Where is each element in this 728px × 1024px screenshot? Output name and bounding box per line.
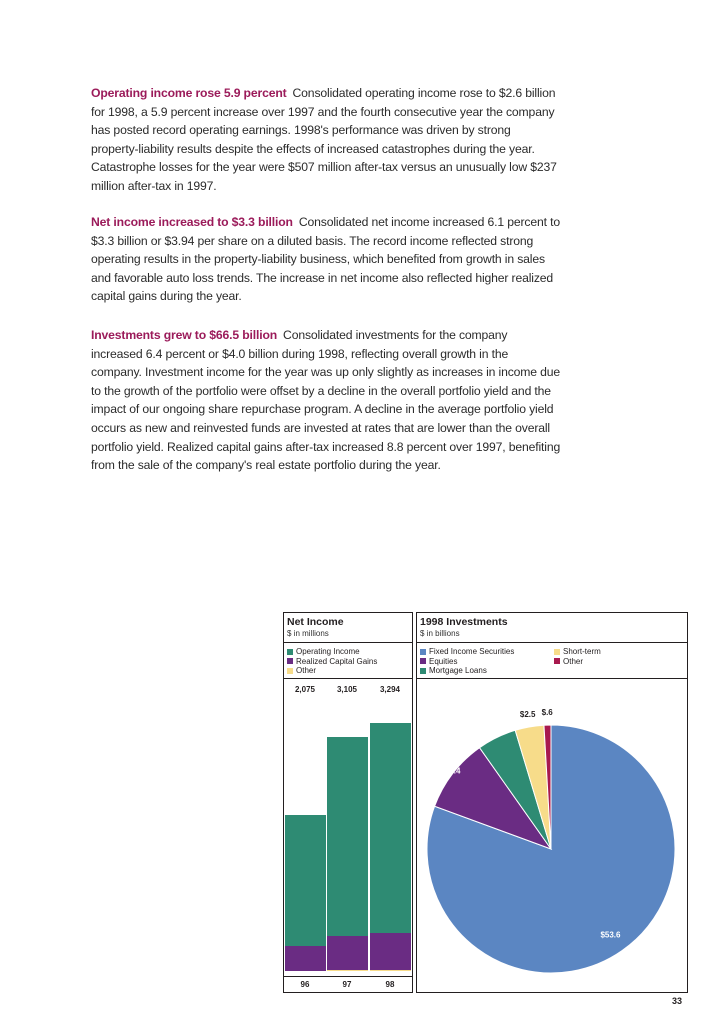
legend-item (287, 657, 409, 667)
paragraph-operating-income (91, 84, 561, 196)
pie-slice-label: $53.6 (600, 930, 621, 940)
bar-total-label: 3,105 (336, 685, 358, 694)
page-number: 33 (671, 996, 682, 1006)
bar-98 (370, 723, 411, 971)
bar-segment (370, 933, 411, 970)
legend-label: Realized Capital Gains (296, 656, 378, 666)
legend-label: Equities (429, 656, 458, 666)
legend-swatch (420, 658, 426, 664)
pie-slice-label: $6.4 (444, 766, 461, 776)
bar-segment (327, 737, 368, 936)
chart-header (284, 613, 412, 643)
paragraph-body: Consolidated net income increased 6.1 percent to $3.3 billion or $3.94 per share on a diluted basis. The record income reflected strong operating results in the property-liability business, which benefited from growth in sales and favorable auto loss trends. The increase in net income also reflected higher realized capital gains during the year. (91, 215, 560, 304)
chart-legend (417, 643, 687, 679)
legend-label: Other (563, 656, 584, 666)
legend-label: Short-term (563, 647, 601, 656)
investments-chart (416, 612, 688, 993)
bar-96 (285, 815, 326, 972)
legend-swatch (287, 649, 293, 655)
x-tick-label: 97 (342, 980, 352, 989)
net-income-chart (283, 612, 413, 993)
legend-label: Fixed Income Securities (429, 647, 515, 656)
legend-column (554, 647, 601, 666)
bar-total-label: 2,075 (294, 685, 316, 694)
chart-title: Net Income (287, 616, 344, 628)
legend-item (287, 647, 409, 657)
chart-subtitle: $ in billions (420, 629, 460, 638)
paragraph-body: Consolidated operating income rose to $2.6 billion for 1998, a 5.9 percent increase over 1997 and the fourth consecutive year the company has posted record operating earnings. 1998's performance was driven by strong property-liability results despite the effects of increased catastrophes during the year. Catastrophe losses for the year were $507 million after-tax versus an unusually low $237 million after-tax in 1997. (91, 86, 557, 193)
legend-item (554, 657, 601, 667)
legend-swatch (420, 649, 426, 655)
x-tick-label: 96 (300, 980, 310, 989)
pie-slice-label: $.6 (541, 708, 553, 718)
bar-segment (370, 723, 411, 934)
bar-plot-area (284, 707, 412, 971)
bar-total-labels (284, 685, 412, 697)
paragraph-heading: Net income increased to $3.3 billion (91, 215, 293, 229)
paragraph-heading: Operating income rose 5.9 percent (91, 86, 287, 100)
legend-label: Other (296, 666, 317, 675)
pie-slice-label: $3.4 (484, 721, 501, 731)
legend-swatch (554, 658, 560, 664)
legend-item (554, 647, 601, 657)
pie-plot-area (417, 679, 687, 991)
legend-swatch (420, 668, 426, 674)
legend-swatch (287, 658, 293, 664)
legend-item (420, 657, 514, 667)
legend-label: Operating Income (296, 647, 360, 656)
legend-label: Mortgage Loans (429, 666, 487, 675)
chart-header (417, 613, 687, 643)
legend-item (420, 666, 514, 676)
paragraph-net-income (91, 213, 561, 306)
legend-item (287, 666, 409, 676)
legend-item (420, 647, 514, 657)
legend-swatch (287, 668, 293, 674)
bar-total-label: 3,294 (379, 685, 401, 694)
legend-swatch (554, 649, 560, 655)
paragraph-heading: Investments grew to $66.5 billion (91, 328, 278, 342)
bar-segment (285, 946, 326, 971)
bar-segment (285, 815, 326, 947)
paragraph-investments (91, 326, 561, 475)
chart-subtitle: $ in millions (287, 629, 329, 638)
legend-column (420, 647, 514, 676)
x-axis (284, 976, 412, 989)
x-tick-label: 98 (385, 980, 395, 989)
bar-97 (327, 737, 368, 971)
bar-segment (327, 936, 368, 970)
chart-legend (284, 643, 412, 679)
paragraph-body: Consolidated investments for the company increased 6.4 percent or $4.0 billion during 1998, reflecting overall growth in the company. Investment income for the year was up only slightly as increases in income due to the growth of the portfolio were offset by a decline in the overall portfolio yield and the impact of our ongoing share repurchase program. A decline in the average portfolio yield occurs as new and reinvested funds are invested at rates that are lower than the overall portfolio yield. Realized capital gains after-tax increased 8.8 percent over 1997, benefiting from the sale of the company's real estate portfolio during the year. (91, 328, 561, 473)
chart-title: 1998 Investments (420, 616, 508, 628)
pie-slice-label: $2.5 (519, 710, 536, 720)
